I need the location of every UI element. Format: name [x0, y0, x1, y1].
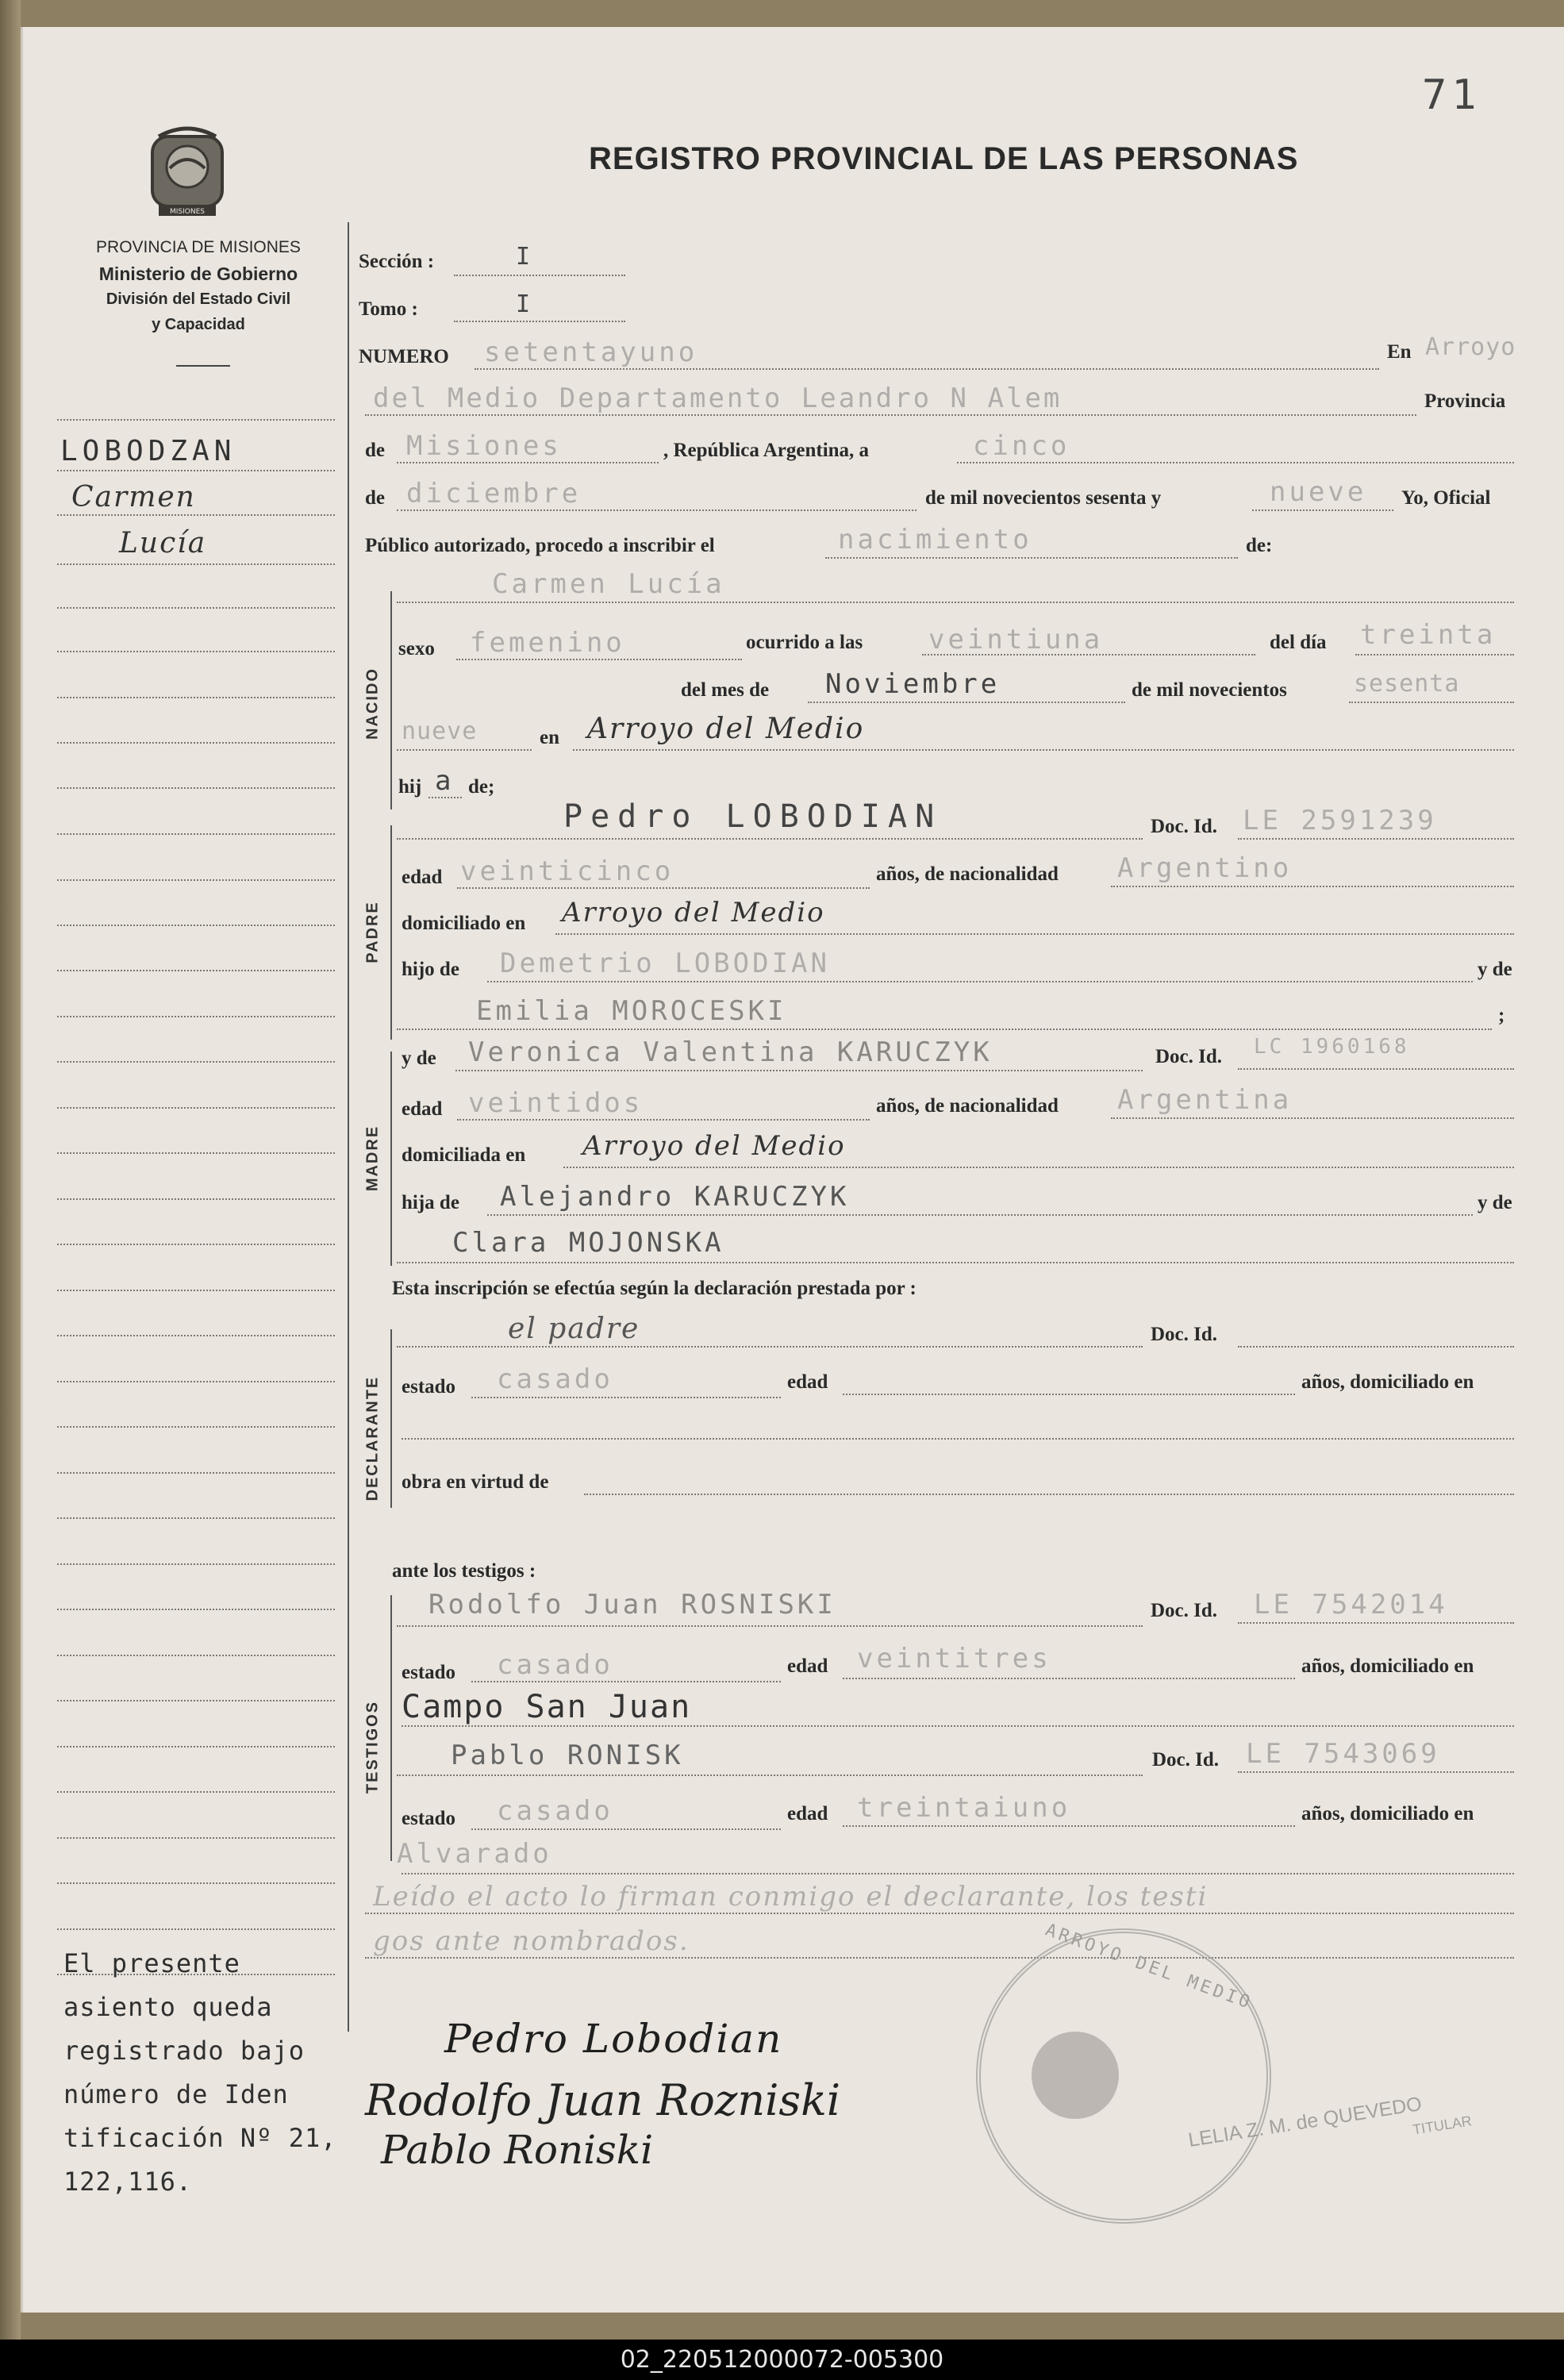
hijo-letra-value: a [435, 765, 455, 797]
dotted-line [957, 462, 1514, 463]
en-lower-label: en [540, 727, 559, 748]
margin-line [57, 1061, 335, 1063]
ministry-label: Ministerio de Gobierno [98, 263, 298, 284]
dotted-line [457, 887, 870, 889]
obra-label: obra en virtud de [402, 1471, 549, 1493]
dotted-line [402, 1873, 1514, 1874]
hij-label: hij [398, 776, 422, 798]
abuela-materna-value: Clara MOJONSKA [452, 1227, 724, 1259]
dotted-line [573, 749, 1514, 751]
book-spine [0, 0, 21, 2349]
margin-line [57, 1426, 335, 1428]
testigo2-doc-value: LE 7543069 [1246, 1738, 1440, 1770]
section-bar-padre [390, 825, 392, 1040]
margin-line [57, 1198, 335, 1200]
section-bar-madre [390, 1052, 392, 1266]
margin-line [57, 1700, 335, 1701]
mil-nov-label: de mil novecientos [1132, 679, 1287, 701]
dotted-line [397, 1625, 1143, 1627]
margin-line [57, 563, 335, 565]
section-bar-declarante [390, 1329, 392, 1508]
margin-note-line: número de Iden [63, 2079, 289, 2109]
dotted-line [365, 414, 1416, 416]
margin-line [57, 1472, 335, 1474]
testigo1-estado-value: casado [497, 1649, 613, 1681]
label-padre: PADRE [363, 901, 382, 963]
testigo2-value: Pablo RONISK [451, 1740, 684, 1771]
padre-nombre-value: Pedro LOBODIAN [563, 798, 943, 835]
margin-line [57, 651, 335, 652]
dotted-line [365, 1957, 1514, 1959]
file-id: 02_220512000072-005300 [620, 2346, 944, 2374]
margin-line [57, 742, 335, 744]
paper-sheet [21, 27, 1564, 2313]
padre-nac-value: Argentino [1117, 852, 1293, 884]
margin-name-first: Carmen [71, 481, 196, 513]
dotted-line [825, 557, 1238, 559]
margin-line [57, 970, 335, 971]
declarante-estado-value: casado [497, 1363, 613, 1395]
dotted-line [1238, 1346, 1514, 1348]
hora-value: veintiuna [928, 624, 1104, 656]
seal-label: MISIONES [169, 208, 206, 216]
declarante-estado-label: estado [402, 1376, 456, 1398]
padre-doc-label: Doc. Id. [1151, 816, 1218, 837]
margin-line [57, 1791, 335, 1793]
dotted-line [397, 1346, 1143, 1348]
margin-line [57, 1244, 335, 1245]
dotted-line [471, 1397, 781, 1398]
page-number: 71 [1422, 71, 1481, 119]
abuelo-paterno-value: Demetrio LOBODIAN [500, 948, 830, 979]
margin-line [57, 833, 335, 835]
semicolon-label: ; [1498, 1005, 1505, 1026]
madre-hija-label: hija de [402, 1192, 459, 1213]
margin-note-line: asiento queda [63, 1992, 273, 2022]
cierre-line-1: Leído el acto lo firman conmigo el declarante, los testi [373, 1881, 1209, 1913]
padre-dom-value: Arroyo del Medio [562, 897, 825, 929]
signature-testigo2: Pablo Roniski [381, 2127, 654, 2173]
testigo1-edad-label: edad [787, 1655, 828, 1677]
dotted-line [397, 838, 1143, 840]
testigo2-doc-label: Doc. Id. [1152, 1749, 1220, 1771]
madre-nac-value: Argentina [1117, 1084, 1293, 1116]
dotted-line [402, 1725, 1514, 1727]
padre-hijo-label: hijo de [402, 959, 459, 980]
anio-value: nueve [1270, 476, 1367, 508]
numero-value: setentayuno [484, 336, 698, 368]
testigo2-estado-label: estado [402, 1808, 456, 1829]
provincia-value: Misiones [406, 430, 562, 462]
capacity-label: y Capacidad [152, 316, 245, 333]
seccion-value: I [516, 243, 534, 271]
dotted-line [471, 1681, 781, 1682]
padre-edad-label: edad [402, 867, 443, 888]
testigo1-dom-value: Campo San Juan [402, 1689, 692, 1725]
dia-value: treinta [1360, 619, 1497, 651]
testigo1-estado-label: estado [402, 1662, 456, 1683]
dotted-line [1252, 509, 1393, 511]
testigo1-dom-label: años, domiciliado en [1301, 1655, 1474, 1677]
testigo1-value: Rodolfo Juan ROSNISKI [428, 1589, 836, 1621]
anio-nac-value-1: sesenta [1354, 670, 1460, 698]
testigo2-edad-value: treintaiuno [857, 1792, 1071, 1824]
margin-line [57, 1107, 335, 1109]
dotted-line [454, 321, 625, 322]
dotted-line [487, 1214, 1473, 1216]
de-semi-label: de; [468, 776, 495, 798]
margin-line [57, 607, 335, 609]
padre-doc-value: LE 2591239 [1243, 805, 1437, 836]
nombre-value: Carmen Lucía [492, 568, 725, 600]
de-label: de [365, 487, 385, 509]
dotted-line [475, 368, 1379, 370]
dotted-line [487, 981, 1473, 982]
margin-line [57, 1746, 335, 1748]
testigos-label: ante los testigos : [392, 1560, 536, 1582]
margin-line [57, 1882, 335, 1884]
margin-line [57, 1016, 335, 1017]
declaracion-label: Esta inscripción se efectúa según la declaración prestada por : [392, 1278, 916, 1299]
ocurrido-label: ocurrido a las [746, 632, 863, 653]
dotted-line [1238, 1068, 1514, 1070]
province-seal-icon [135, 119, 240, 222]
mes-inscripcion-value: diciembre [406, 478, 582, 509]
dotted-line [454, 275, 625, 276]
madre-doc-label: Doc. Id. [1155, 1046, 1223, 1067]
margin-line [57, 419, 335, 421]
margin-line [57, 925, 335, 926]
margin-name-second: Lucía [119, 527, 207, 559]
numero-label: NUMERO [359, 346, 449, 367]
margin-line [57, 787, 335, 789]
declarante-value: el padre [508, 1313, 640, 1345]
madre-dom-label: domiciliada en [402, 1144, 526, 1166]
dotted-line [457, 1119, 870, 1121]
oficial-cargo: TITULAR [1411, 2113, 1474, 2138]
margin-line [57, 514, 335, 516]
margin-line [57, 470, 335, 471]
margin-surname: LOBODZAN [60, 435, 236, 467]
anio-nac-value-2: nueve [402, 717, 478, 745]
testigo2-dom-value: Alvarado [397, 1838, 552, 1870]
margin-line [57, 1290, 335, 1291]
mes-value: Noviembre [825, 668, 1001, 700]
dotted-line [1349, 702, 1514, 703]
madre-edad-label: edad [402, 1098, 443, 1120]
testigo1-doc-value: LE 7542014 [1254, 1589, 1448, 1621]
dotted-line [1238, 838, 1514, 840]
margin-line [57, 1837, 335, 1839]
dotted-line [843, 1678, 1295, 1679]
dotted-line [397, 1029, 1492, 1030]
margin-line [57, 879, 335, 881]
de-colon-label: de: [1246, 535, 1273, 556]
margin-note-line: El presente [63, 1948, 240, 1978]
section-bar-nacido [390, 591, 392, 809]
declarante-doc-label: Doc. Id. [1151, 1324, 1218, 1345]
signature-padre: Pedro Lobodian [444, 2016, 783, 2062]
lugar-value-2: del Medio Departamento Leandro N Alem [373, 383, 1063, 414]
padre-dom-label: domiciliado en [402, 913, 526, 934]
dotted-line [397, 509, 916, 511]
provincia-label: Provincia [1424, 390, 1506, 412]
abuelo-materno-value: Alejandro KARUCZYK [500, 1181, 850, 1213]
dia-inscripcion-value: cinco [973, 430, 1070, 462]
dotted-line [555, 933, 1514, 935]
declarante-edad-label: edad [787, 1371, 828, 1393]
acto-value: nacimiento [838, 524, 1032, 556]
label-madre: MADRE [363, 1125, 382, 1192]
dotted-line [1238, 1622, 1514, 1624]
madre-nac-label: años, de nacionalidad [876, 1095, 1059, 1117]
label-declarante: DECLARANTE [363, 1375, 382, 1501]
dotted-line [563, 1167, 1514, 1168]
madre-y-de-label: y de [402, 1048, 436, 1069]
madre-dom-value: Arroyo del Medio [582, 1130, 846, 1162]
dotted-line [365, 1913, 1514, 1914]
margin-line [57, 1381, 335, 1382]
margin-line [57, 1928, 335, 1930]
abuela-paterna-value: Emilia MOROCESKI [476, 995, 787, 1027]
republica-label: , República Argentina, a [663, 440, 870, 461]
margin-line [57, 1335, 335, 1336]
mil-sesenta-label: de mil novecientos sesenta y [925, 487, 1162, 509]
margin-line [57, 1563, 335, 1565]
province-label: PROVINCIA DE MISIONES [96, 238, 301, 256]
label-testigos: TESTIGOS [363, 1700, 382, 1794]
margin-note-line: tificación Nº 21, [63, 2123, 337, 2153]
margin-line [57, 1609, 335, 1610]
division-label: División del Estado Civil [106, 290, 291, 308]
margin-note-line: 122,116. [63, 2167, 193, 2197]
margin-note-line: registrado bajo [63, 2036, 305, 2066]
dotted-line [456, 659, 742, 660]
header-rule [176, 365, 230, 367]
signature-testigo1: Rodolfo Juan Rozniski [365, 2075, 841, 2125]
padre-edad-value: veinticinco [460, 855, 674, 887]
margin-line [57, 1655, 335, 1656]
dotted-line [397, 602, 1514, 603]
dotted-line [843, 1825, 1295, 1827]
margin-line [57, 1517, 335, 1519]
dotted-line [584, 1494, 1514, 1495]
declarante-dom-label: años, domiciliado en [1301, 1371, 1474, 1393]
del-dia-label: del día [1270, 632, 1327, 653]
tomo-label: Tomo : [359, 298, 418, 320]
yo-oficial-label: Yo, Oficial [1401, 487, 1491, 509]
lugar-nac-value: Arroyo del Medio [587, 713, 865, 745]
dotted-line [428, 797, 462, 798]
sexo-value: femenino [470, 627, 625, 659]
publico-label: Público autorizado, procedo a inscribir el [365, 535, 715, 556]
seccion-label: Sección : [359, 251, 435, 272]
oficial-name: LELIA Z. M. de QUEVEDO [1186, 2092, 1424, 2152]
dotted-line [397, 462, 659, 463]
dotted-line [455, 1070, 1143, 1071]
dotted-line [1355, 654, 1514, 656]
label-nacido: NACIDO [363, 667, 382, 740]
testigo1-edad-value: veintitres [857, 1643, 1051, 1674]
margin-divider [348, 222, 349, 2032]
en-label: En [1387, 341, 1412, 363]
testigo1-doc-label: Doc. Id. [1151, 1600, 1218, 1621]
dotted-line [402, 1438, 1514, 1440]
testigo2-edad-label: edad [787, 1803, 828, 1824]
dotted-line [397, 749, 532, 751]
registry-stamp [976, 1928, 1271, 2224]
dotted-line [397, 1774, 1143, 1776]
tomo-value: I [516, 290, 534, 318]
stamp-center [1032, 2032, 1119, 2119]
testigo2-estado-value: casado [497, 1795, 613, 1827]
de-label: de [365, 440, 385, 461]
stamp-text: ARROYO DEL MEDIO [1043, 1920, 1255, 2014]
margin-line [57, 697, 335, 698]
dotted-line [1111, 886, 1514, 887]
margin-line [57, 1152, 335, 1154]
dotted-line [843, 1394, 1295, 1395]
padre-nac-label: años, de nacionalidad [876, 863, 1059, 885]
lugar-value-1: Arroyo [1425, 333, 1516, 361]
dotted-line [397, 1262, 1514, 1263]
dotted-line [1111, 1117, 1514, 1119]
cierre-line-2: gos ante nombrados. [373, 1925, 690, 1957]
del-mes-label: del mes de [681, 679, 770, 701]
madre-edad-value: veintidos [468, 1087, 644, 1119]
dotted-line [1238, 1771, 1514, 1773]
madre-y-de-label-2: y de [1478, 1192, 1512, 1213]
testigo2-dom-label: años, domiciliado en [1301, 1803, 1474, 1824]
sexo-label: sexo [398, 638, 435, 659]
madre-nombre-value: Veronica Valentina KARUCZYK [468, 1036, 993, 1068]
dotted-line [808, 702, 1125, 703]
section-bar-testigos [390, 1595, 392, 1861]
padre-y-de-label: y de [1478, 959, 1512, 980]
madre-doc-value: LC 1960168 [1254, 1035, 1410, 1059]
dotted-line [471, 1828, 781, 1830]
document-title: REGISTRO PROVINCIAL DE LAS PERSONAS [589, 141, 1299, 176]
